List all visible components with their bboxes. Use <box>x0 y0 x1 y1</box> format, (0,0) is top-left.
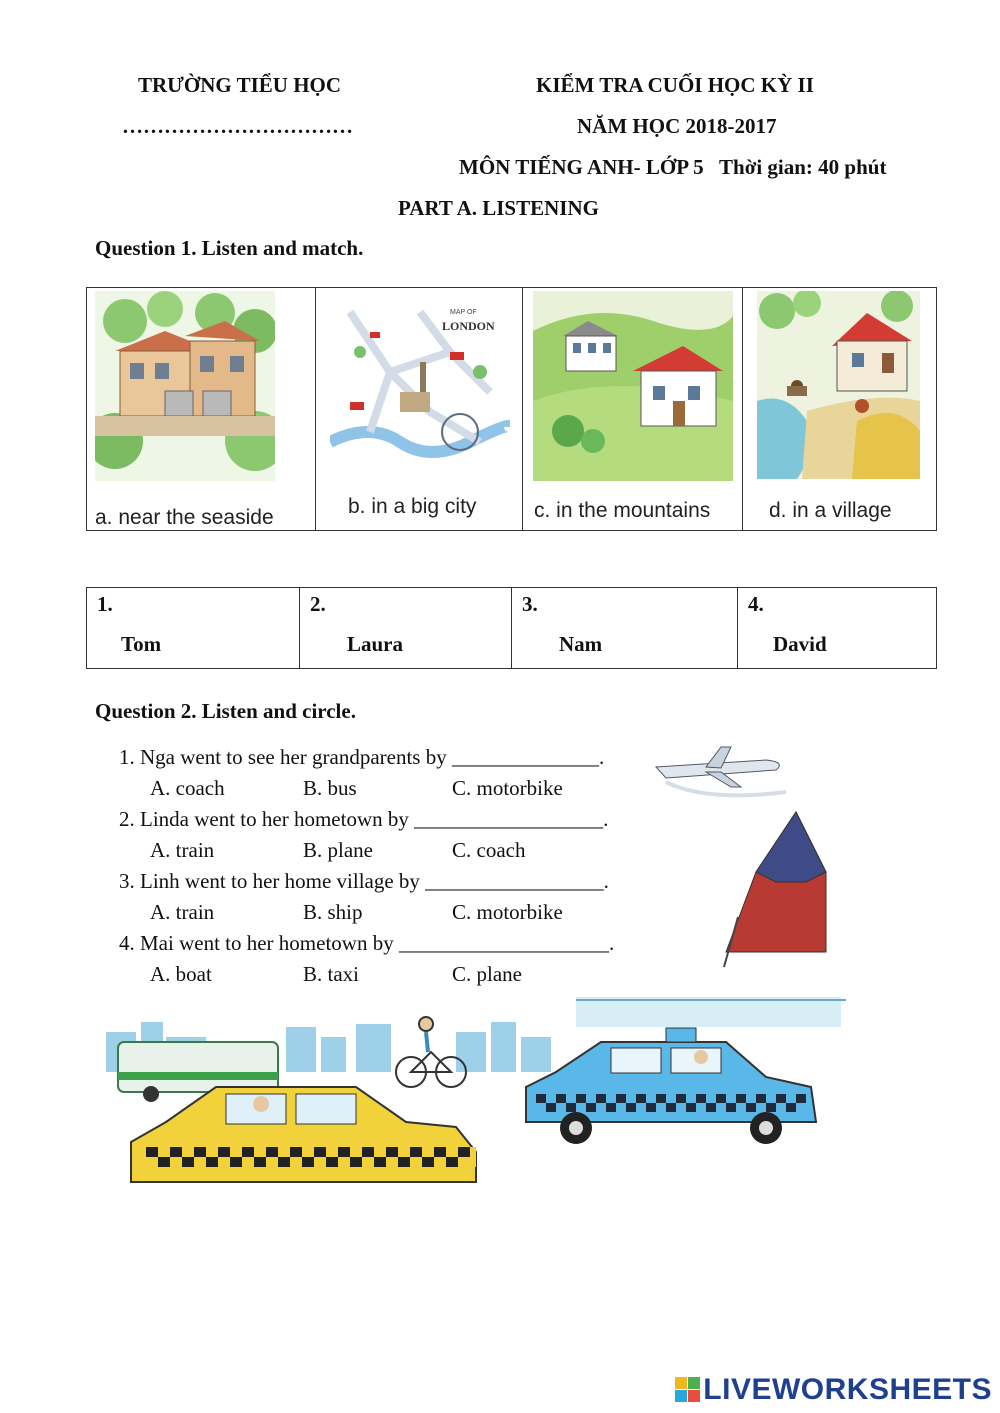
name-tom: Tom <box>121 632 162 656</box>
question1-picture-table <box>86 287 937 531</box>
question1-title: Question 1. Listen and match. <box>95 236 364 260</box>
name-david: David <box>773 632 827 656</box>
q2-item4-option-a[interactable]: A. boat <box>150 962 212 986</box>
question1-names-table <box>86 587 937 669</box>
question2-title: Question 2. Listen and circle. <box>95 699 356 723</box>
q2-item3-stem: 3. Linh went to her home village by _________________. <box>119 869 609 893</box>
q2-item4-stem: 4. Mai went to her hometown by ____________________. <box>119 931 615 955</box>
name-number-1: 1. <box>97 592 113 616</box>
part-a-title: PART A. LISTENING <box>398 196 599 220</box>
picture-cell-a <box>87 288 316 530</box>
name-nam: Nam <box>559 632 603 656</box>
q2-item4-option-c[interactable]: C. plane <box>452 962 522 986</box>
name-cell-4[interactable] <box>738 588 936 668</box>
name-cell-2[interactable] <box>300 588 512 668</box>
q2-item1-option-a[interactable]: A. coach <box>150 776 225 800</box>
school-name-blank: …………………………… <box>122 114 353 138</box>
q2-item1-stem: 1. Nga went to see her grandparents by ______________. <box>119 745 605 769</box>
name-cell-1[interactable] <box>87 588 300 668</box>
svg-text:MAP OF: MAP OF <box>450 309 477 316</box>
picture-label-b: b. in a big city <box>348 495 477 518</box>
picture-label-a: a. near the seaside <box>95 506 274 529</box>
bicycle-icon <box>396 1017 466 1087</box>
liveworksheets-logo <box>675 1373 992 1407</box>
liveworksheets-logo-icon <box>675 1377 701 1403</box>
name-number-4: 4. <box>748 592 764 616</box>
svg-text:LONDON: LONDON <box>442 319 495 333</box>
picture-cell-b <box>316 288 523 530</box>
school-year: NĂM HỌC 2018-2017 <box>577 114 777 138</box>
picture-label-d: d. in a village <box>769 499 892 522</box>
q2-item3-option-b[interactable]: B. ship <box>303 900 363 924</box>
q2-item2-stem: 2. Linda went to her hometown by __________________. <box>119 807 609 831</box>
exam-title: KIỂM TRA CUỐI HỌC KỲ II <box>536 73 814 97</box>
q2-item3-option-c[interactable]: C. motorbike <box>452 900 563 924</box>
name-number-2: 2. <box>310 592 326 616</box>
q2-item2-option-b[interactable]: B. plane <box>303 838 373 862</box>
name-number-3: 3. <box>522 592 538 616</box>
blue-taxi-icon <box>526 1028 816 1144</box>
picture-label-c: c. in the mountains <box>534 499 711 522</box>
picture-cell-c <box>523 288 743 530</box>
london-map-icon <box>330 292 510 472</box>
q2-item1-option-b[interactable]: B. bus <box>303 776 357 800</box>
name-laura: Laura <box>347 632 404 656</box>
q2-item1-option-c[interactable]: C. motorbike <box>452 776 563 800</box>
q2-item2-option-c[interactable]: C. coach <box>452 838 526 862</box>
countryside-icon <box>533 291 733 481</box>
house-icon <box>95 291 275 481</box>
q2-item2-option-a[interactable]: A. train <box>150 838 215 862</box>
liveworksheets-logo-text: LIVEWORKSHEETS <box>703 1373 992 1406</box>
q2-item3-option-a[interactable]: A. train <box>150 900 215 924</box>
seaside-village-icon <box>757 291 920 479</box>
name-cell-3[interactable] <box>512 588 738 668</box>
plane-icon <box>656 747 786 795</box>
picture-cell-d <box>743 288 938 530</box>
subject-line: MÔN TIẾNG ANH- LỚP 5 Thời gian: 40 phút <box>459 155 887 179</box>
q2-item4-option-b[interactable]: B. taxi <box>303 962 359 986</box>
school-name: TRƯỜNG TIỂU HỌC <box>138 73 342 97</box>
yellow-taxi-icon <box>131 1087 476 1182</box>
ship-icon <box>724 812 826 967</box>
